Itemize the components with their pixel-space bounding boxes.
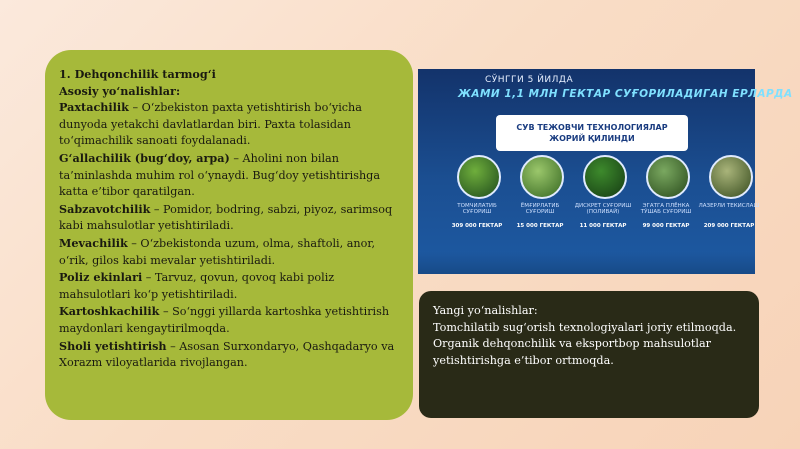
section-heading: 1. Dehqonchilik tarmog‘i: [59, 67, 216, 81]
section-subheading: Asosiy yo‘nalishlar:: [59, 83, 181, 98]
item-term: Poliz ekinlari: [59, 270, 143, 285]
technology-area: 309 000 ГЕКТАР: [451, 223, 503, 229]
technology-area: 11 000 ГЕКТАР: [579, 223, 627, 229]
list-item: [59, 99, 399, 150]
technology-label: ЁМҒИРЛАТИБ СУҒОРИШ: [520, 203, 560, 216]
technology-area: 209 000 ГЕКТАР: [703, 223, 755, 229]
item-text: – Pomidor, bodring, sabzi, piyoz, sarimsoq kabi mahsulotlar yetishtiriladi.: [59, 202, 393, 233]
technology-label: ТОМЧИЛАТИБ СУҒОРИШ: [457, 203, 497, 216]
item-term: Mevachilik: [59, 235, 128, 250]
item-text: – Asosan Surxondaryo, Qashqadaryo va Xorazm viloyatlarida rivojlangan.: [59, 339, 395, 370]
list-item: [59, 303, 399, 337]
item-term: G‘allachilik (bug‘doy, arpa): [59, 150, 230, 165]
item-term: Paxtachilik: [59, 100, 129, 115]
new-directions-heading: Yangi yo‘nalishlar:: [433, 304, 538, 317]
item-term: Sabzavotchilik: [59, 201, 151, 216]
item-term: Sholi yetishtirish: [59, 338, 167, 353]
item-text: – So‘nggi yillarda kartoshka yetishtirish maydonlari kengaytirilmoqda.: [59, 305, 390, 335]
technology-photo: [709, 155, 753, 199]
list-item: [59, 201, 399, 235]
irrigation-infographic: [418, 69, 793, 274]
technology-label: ДИСКРЕТ СУҒОРИШ (ПОЛИВАЙ): [574, 203, 632, 216]
new-direction-line: Organik dehqonchilik va eksportbop mahsulotlar yetishtirishga e’tibor ortmoqda.: [433, 337, 711, 367]
technology-label: ЛАЗЕРЛИ ТЕКИСЛАШ: [698, 203, 760, 209]
technology-photo: [520, 155, 564, 199]
new-directions-card: [419, 291, 759, 418]
item-text: – O‘zbekistonda uzum, olma, shaftoli, anor, o‘rik, gilos kabi mevalar yetishtiriladi.: [59, 236, 376, 267]
technology-photo: [583, 155, 627, 199]
list-item: [59, 338, 399, 372]
item-text: – O‘zbekiston paxta yetishtirish bo‘yicha dunyoda yetakchi davlatlardan biri. Paxta tolasidan to‘qimachilik sanoati foydalanadi.: [59, 101, 362, 148]
list-item: [59, 235, 399, 269]
infographic-kicker: СЎНГГИ 5 ЙИЛДА: [485, 75, 574, 85]
technology-photo: [457, 155, 501, 199]
item-term: Kartoshkachilik: [59, 304, 160, 319]
infographic-title: ЖАМИ 1,1 МЛН ГЕКТАР СУҒОРИЛАДИГАН ЕРЛАРДА: [458, 88, 793, 100]
technology-area: 15 000 ГЕКТАР: [516, 223, 564, 229]
list-item: [59, 150, 399, 201]
infographic-pill: [496, 115, 688, 151]
technology-label: ЭГАТГА ПЛЁНКА ТЎШАБ СУҒОРИШ: [640, 203, 692, 216]
infographic-ground: [418, 252, 755, 274]
item-text: – Aholini non bilan ta’minlashda muhim rol o‘ynaydi. Bug‘doy yetishtirishga katta e’tibor qaratilgan.: [59, 151, 380, 199]
technology-photo: [646, 155, 690, 199]
new-direction-line: Tomchilatib sug‘orish texnologiyalari joriy etilmoqda.: [433, 320, 737, 334]
pill-line-2: ЖОРИЙ ҚИЛИНДИ: [549, 134, 635, 143]
list-item: [59, 269, 399, 303]
technology-area: 99 000 ГЕКТАР: [642, 223, 690, 229]
pill-line-1: СУВ ТЕЖОВЧИ ТЕХНОЛОГИЯЛАР: [516, 123, 668, 132]
item-text: – Tarvuz, qovun, qovoq kabi poliz mahsulotlari ko‘p yetishtiriladi.: [59, 271, 335, 301]
agriculture-info-card: [45, 50, 413, 420]
